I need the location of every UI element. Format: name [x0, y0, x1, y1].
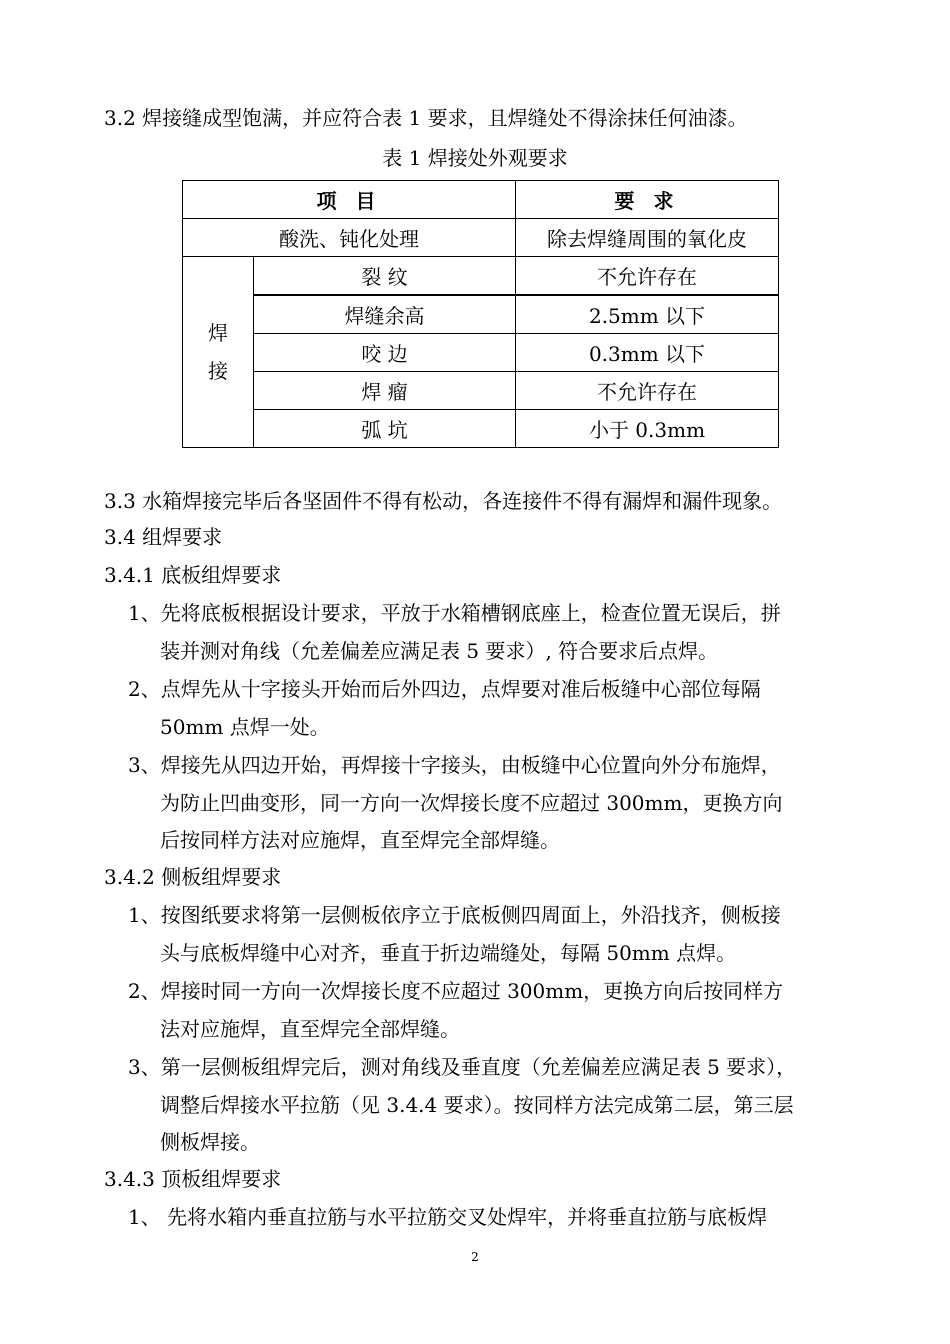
page-number: 2: [471, 1250, 479, 1264]
table-row: [183, 372, 779, 410]
s341-item3-line3: 后按同样方法对应施焊，直至焊完全部焊缝。: [160, 828, 560, 852]
cell-requirement: 0.3mm 以下: [516, 334, 779, 372]
cell-item: 咬 边: [254, 334, 516, 372]
header-item: 项 目: [183, 181, 516, 219]
s341-item3-line1: 3、焊接先从四边开始，再焊接十字接头，由板缝中心位置向外分布施焊，: [128, 753, 781, 777]
s341-item3-line2: 为防止凹曲变形，同一方向一次焊接长度不应超过 300mm，更换方向: [160, 791, 783, 815]
table-row: [183, 410, 779, 448]
weld-group-text: 焊 接: [208, 321, 228, 383]
s341-item1-line2: 装并测对角线（允差偏差应满足表 5 要求）, 符合要求后点焊。: [160, 639, 719, 663]
table-row: [183, 257, 779, 296]
inspection-table: [182, 180, 779, 448]
cell-item: 酸洗、钝化处理: [183, 219, 516, 257]
cell-requirement: 除去焊缝周围的氧化皮: [516, 219, 779, 257]
s341-item2-line1: 2、点焊先从十字接头开始而后外四边，点焊要对准后板缝中心部位每隔: [128, 677, 761, 701]
cell-requirement: 不允许存在: [516, 372, 779, 410]
table-row: [183, 295, 779, 334]
section-3-4-2-heading: 3.4.2 侧板组焊要求: [104, 865, 282, 889]
table-caption: 表 1 焊接处外观要求: [382, 146, 568, 170]
table-row: [183, 334, 779, 372]
section-3-4-1-heading: 3.4.1 底板组焊要求: [104, 563, 282, 587]
section-3-2: 3.2 焊接缝成型饱满，并应符合表 1 要求，且焊缝处不得涂抹任何油漆。: [104, 106, 748, 130]
cell-item: 焊缝余高: [254, 295, 516, 334]
s342-item3-line2: 调整后焊接水平拉筋（见 3.4.4 要求）。按同样方法完成第二层，第三层: [160, 1093, 794, 1117]
cell-requirement: 不允许存在: [516, 257, 779, 296]
cell-requirement: 小于 0.3mm: [516, 410, 779, 448]
cell-item: 弧 坑: [254, 410, 516, 448]
s343-item1-line1: 1、 先将水箱内垂直拉筋与水平拉筋交叉处焊牢，并将垂直拉筋与底板焊: [128, 1205, 768, 1229]
s342-item2-line2: 法对应施焊，直至焊完全部焊缝。: [160, 1017, 460, 1041]
weld-group-label: [183, 257, 254, 448]
s342-item2-line1: 2、焊接时同一方向一次焊接长度不应超过 300mm，更换方向后按同样方: [128, 979, 784, 1003]
s342-item1-line1: 1、按图纸要求将第一层侧板依序立于底板侧四周面上，外沿找齐，侧板接: [128, 903, 781, 927]
s341-item2-line2: 50mm 点焊一处。: [160, 715, 330, 739]
section-3-4-heading: 3.4 组焊要求: [104, 525, 223, 549]
s342-item3-line3: 侧板焊接。: [160, 1130, 260, 1154]
cell-requirement: 2.5mm 以下: [516, 295, 779, 334]
s342-item1-line2: 头与底板焊缝中心对齐，垂直于折边端缝处，每隔 50mm 点焊。: [160, 941, 737, 965]
s341-item1-line1: 1、先将底板根据设计要求，平放于水箱槽钢底座上，检查位置无误后，拼: [128, 601, 781, 625]
section-3-3: 3.3 水箱焊接完毕后各坚固件不得有松动，各连接件不得有漏焊和漏件现象。: [104, 489, 783, 513]
cell-item: 焊 瘤: [254, 372, 516, 410]
s342-item3-line1: 3、第一层侧板组焊完后，测对角线及垂直度（允差偏差应满足表 5 要求），: [128, 1055, 797, 1079]
table-row: [183, 219, 779, 257]
table-header-row: [183, 181, 779, 219]
section-3-4-3-heading: 3.4.3 顶板组焊要求: [104, 1167, 282, 1191]
header-requirement: 要 求: [516, 181, 779, 219]
cell-item: 裂 纹: [254, 257, 516, 296]
